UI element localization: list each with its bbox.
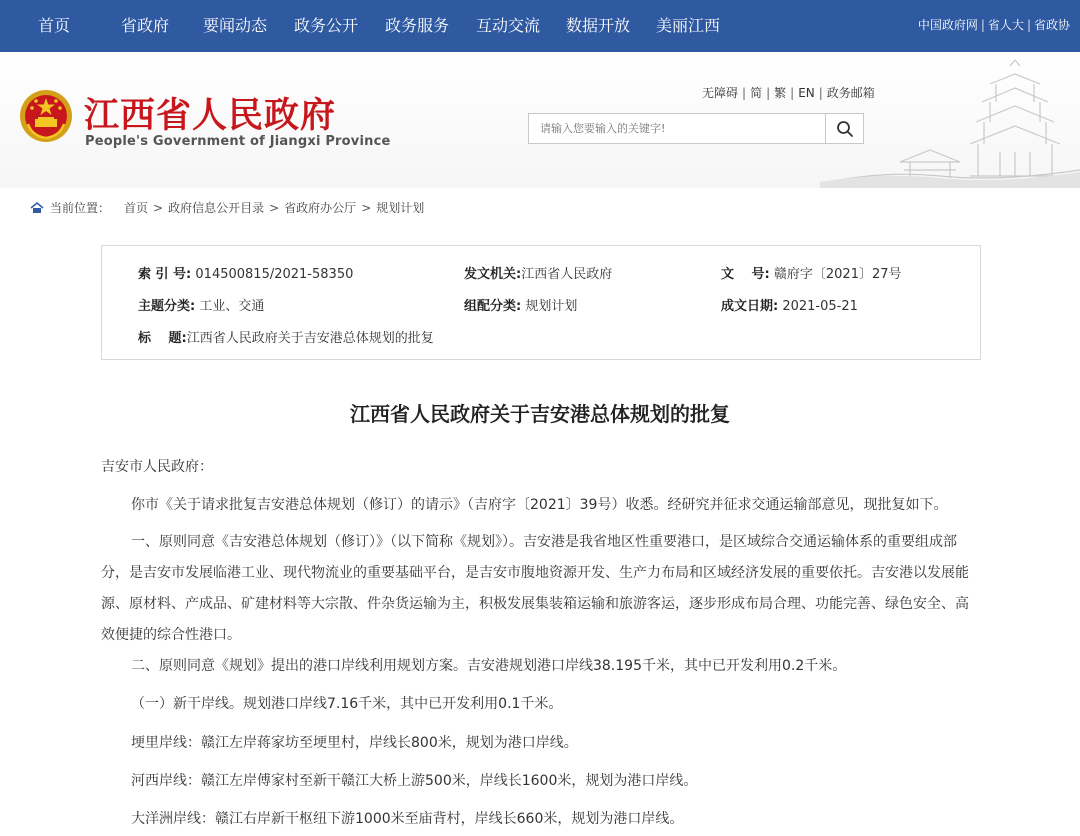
- gov-mail-link[interactable]: 政务邮箱: [826, 86, 875, 100]
- article-greeting: 吉安市人民政府：: [101, 459, 213, 475]
- meta-category: [464, 295, 577, 314]
- meta-topic-value: 工业、交通: [199, 299, 265, 314]
- article-paragraph: 埂里岸线：赣江左岸蒋家坊至埂里村，岸线长800米，规划为港口岸线。: [131, 735, 578, 751]
- external-links: [918, 0, 1070, 52]
- breadcrumb-info-directory[interactable]: 政府信息公开目录: [168, 201, 265, 215]
- pavilion-illustration-icon: [820, 52, 1080, 188]
- breadcrumb-label: 当前位置：: [50, 201, 111, 215]
- national-emblem-icon: [18, 88, 74, 144]
- meta-title-value: 江西省人民政府关于吉安港总体规划的批复: [186, 331, 434, 346]
- meta-category-value: 规划计划: [525, 299, 578, 314]
- nav-item-gov-services[interactable]: 政务服务: [385, 16, 450, 35]
- meta-topic: [138, 295, 264, 314]
- meta-docno-label: 文 号:: [721, 267, 770, 282]
- link-provincial-cppcc[interactable]: 省政协: [1033, 18, 1070, 32]
- meta-issuer-label: 发文机关:: [464, 267, 522, 282]
- home-icon: [30, 202, 44, 214]
- link-china-gov[interactable]: 中国政府网: [917, 18, 978, 32]
- divider: |: [1026, 18, 1031, 32]
- top-nav: [0, 0, 1080, 52]
- search-box: [528, 113, 864, 144]
- article-paragraph: 一、原则同意《吉安港总体规划（修订）》（以下简称《规划》）。吉安港是我省地区性重要港口，是区域综合交通运输体系的重要组成部分，是吉安市发展临港工业、现代物流业的重要基础平台，是吉安市腹地资源开发、生产力布局和区域经济发展的重要依托。吉安港以发展能源、原材料、产成品、矿建材料等大宗散、件杂货运输为主，积极发展集装箱运输和旅游客运，逐步形成布局合理、功能完善、绿色安全、高效便捷的综合性港口。: [101, 534, 969, 643]
- article-paragraph: 二、原则同意《规划》提出的港口岸线利用规划方案。吉安港规划港口岸线38.195千米，其中已开发利用0.2千米。: [131, 658, 847, 674]
- meta-index-label: 索 引 号:: [138, 267, 192, 282]
- nav-item-province-gov[interactable]: 省政府: [121, 16, 170, 35]
- accessibility-link[interactable]: 无障碍: [702, 86, 739, 100]
- divider: |: [742, 86, 747, 100]
- breadcrumb-planning[interactable]: 规划计划: [376, 201, 425, 215]
- site-title[interactable]: 江西省人民政府: [84, 95, 337, 136]
- meta-docno: [721, 263, 902, 282]
- site-subtitle: People's Government of Jiangxi Province: [85, 134, 391, 149]
- breadcrumb-general-office[interactable]: 省政府办公厅: [284, 201, 357, 215]
- article-paragraph: 大洋洲岸线：赣江右岸新干枢纽下游1000米至庙背村，岸线长660米，规划为港口岸线。: [131, 811, 684, 827]
- nav-item-beautiful-jiangxi[interactable]: 美丽江西: [656, 16, 721, 35]
- meta-title: [138, 327, 434, 346]
- site-header: [0, 52, 1080, 188]
- breadcrumb: [30, 199, 424, 216]
- nav-item-interaction[interactable]: 互动交流: [476, 16, 541, 35]
- breadcrumb-separator-icon: >: [269, 200, 280, 215]
- meta-date: [721, 295, 858, 314]
- meta-issuer: [464, 263, 612, 282]
- nav-item-open-data[interactable]: 数据开放: [566, 16, 631, 35]
- simplified-link[interactable]: 简: [750, 86, 763, 100]
- breadcrumb-separator-icon: >: [153, 200, 164, 215]
- article-paragraph: 你市《关于请求批复吉安港总体规划（修订）的请示》（吉府字〔2021〕39号）收悉。经研究并征求交通运输部意见，现批复如下。: [131, 497, 948, 513]
- nav-item-news[interactable]: 要闻动态: [203, 16, 268, 35]
- link-provincial-congress[interactable]: 省人大: [987, 18, 1024, 32]
- nav-item-gov-affairs-open[interactable]: 政务公开: [294, 16, 359, 35]
- meta-issuer-value: 江西省人民政府: [521, 267, 613, 282]
- breadcrumb-home[interactable]: 首页: [124, 201, 149, 215]
- divider: |: [980, 18, 985, 32]
- meta-date-label: 成文日期:: [721, 299, 779, 314]
- article-paragraph: （一）新干岸线。规划港口岸线7.16千米，其中已开发利用0.1千米。: [131, 696, 563, 712]
- meta-index-value: 014500815/2021-58350: [195, 267, 354, 282]
- document-metadata: [101, 245, 981, 360]
- article-title: 江西省人民政府关于吉安港总体规划的批复: [350, 402, 730, 426]
- english-link[interactable]: EN: [798, 86, 815, 100]
- nav-item-home[interactable]: 首页: [38, 16, 71, 35]
- article-paragraph: 河西岸线：赣江左岸傅家村至新干赣江大桥上游500米，岸线长1600米，规划为港口岸线。: [131, 773, 698, 789]
- traditional-link[interactable]: 繁: [774, 86, 787, 100]
- search-input[interactable]: [529, 114, 826, 143]
- divider: |: [766, 86, 771, 100]
- breadcrumb-separator-icon: >: [361, 200, 372, 215]
- meta-date-value: 2021-05-21: [782, 299, 858, 314]
- meta-title-label: 标 题:: [138, 331, 187, 346]
- meta-index: [138, 263, 353, 282]
- meta-category-label: 组配分类:: [464, 299, 522, 314]
- meta-docno-value: 赣府字〔2021〕27号: [773, 267, 902, 282]
- divider: |: [790, 86, 795, 100]
- divider: |: [818, 86, 823, 100]
- meta-topic-label: 主题分类:: [138, 299, 196, 314]
